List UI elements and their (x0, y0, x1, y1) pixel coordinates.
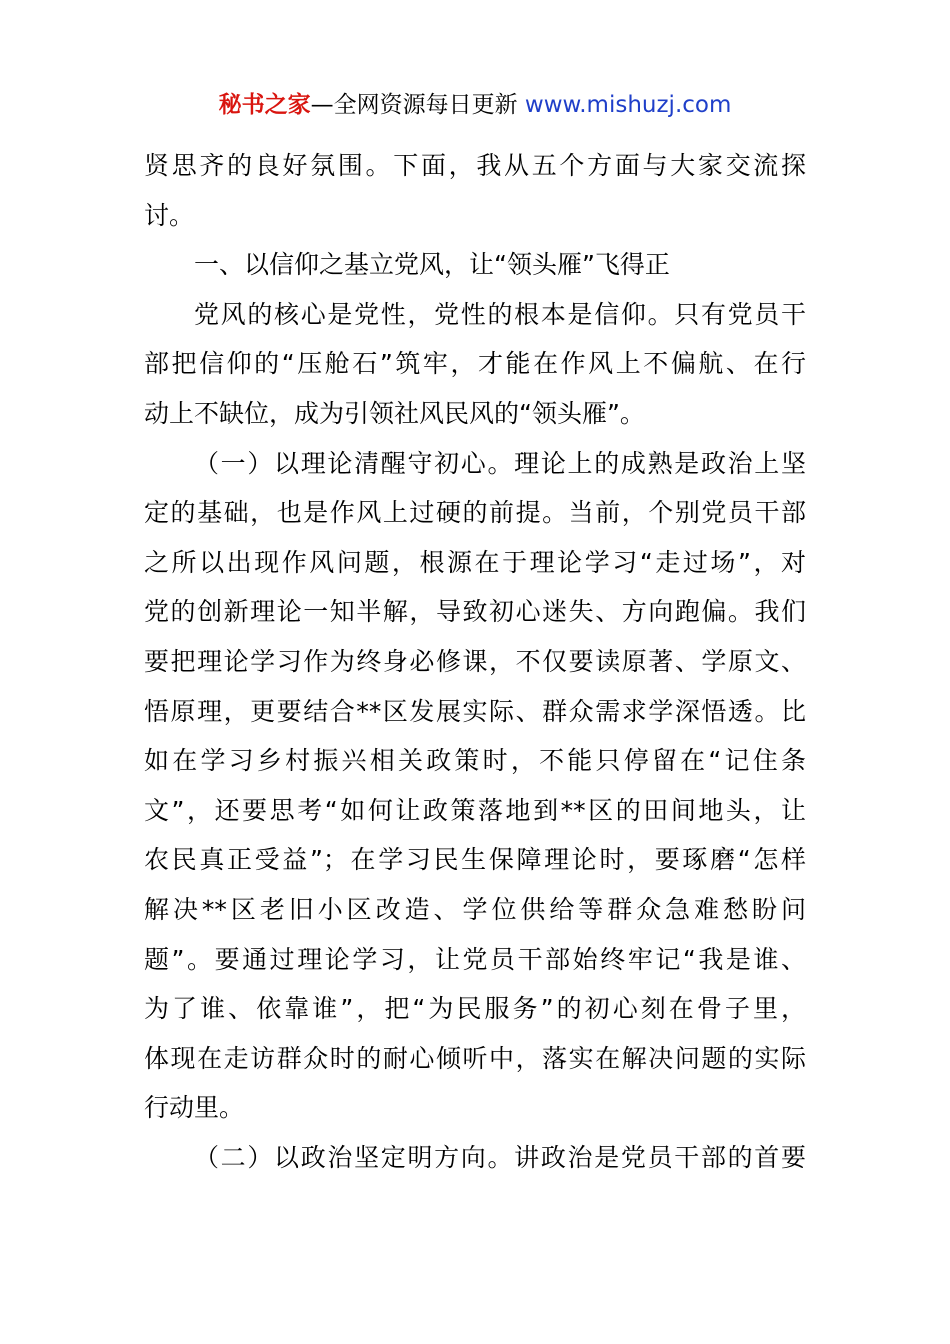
text-line: 定的基础，也是作风上过硬的前提。当前，个别党员干部 (144, 498, 806, 528)
text-line: 行动里。 (144, 1093, 245, 1123)
text-line: 党的创新理论一知半解，导致初心迷失、方向跑偏。我们 (144, 597, 806, 627)
text-line: 为了谁、依靠谁”，把“为民服务”的初心刻在骨子里， (144, 994, 806, 1024)
text-line: 题”。要通过理论学习，让党员干部始终牢记“我是谁、 (144, 944, 806, 974)
section-heading: 一、以信仰之基立党风，让“领头雁”飞得正 (194, 250, 670, 280)
document-body (144, 141, 806, 1182)
text-line: 之所以出现作风问题，根源在于理论学习“走过场”，对 (144, 547, 806, 577)
text-line: 要把理论学习作为终身必修课，不仅要读原著、学原文、 (144, 646, 806, 676)
page-header (0, 88, 950, 122)
text-line: 贤思齐的良好氛围。下面，我从五个方面与大家交流探 (144, 151, 806, 180)
text-line: 如在学习乡村振兴相关政策时，不能只停留在“记住条 (144, 746, 806, 776)
text-line: 农民真正受益”；在学习民生保障理论时，要琢磨“怎样 (144, 845, 806, 875)
text-line: 讨。 (144, 200, 195, 230)
brand-name: 秘书之家 (218, 92, 311, 118)
text-line: 文”，还要思考“如何让政策落地到**区的田间地头，让 (144, 795, 806, 825)
text-line: 部把信仰的“压舱石”筑牢，才能在作风上不偏航、在行 (144, 349, 806, 379)
header-tagline: —全网资源每日更新 (310, 92, 525, 118)
text-line: 悟原理，更要结合**区发展实际、群众需求学深悟透。比 (144, 696, 806, 726)
text-line: 解决**区老旧小区改造、学位供给等群众急难愁盼问 (144, 894, 806, 924)
text-line: 体现在走访群众时的耐心倾听中，落实在解决问题的实际 (144, 1043, 806, 1073)
header-url[interactable]: www.mishuzj.com (524, 92, 732, 118)
text-line: 动上不缺位，成为引领社风民风的“领头雁”。 (144, 398, 645, 428)
subsection-heading-line: （二）以政治坚定明方向。讲政治是党员干部的首要 (194, 1142, 806, 1172)
subsection-heading-line: （一）以理论清醒守初心。理论上的成熟是政治上坚 (194, 448, 806, 478)
text-line: 党风的核心是党性，党性的根本是信仰。只有党员干 (194, 299, 806, 329)
